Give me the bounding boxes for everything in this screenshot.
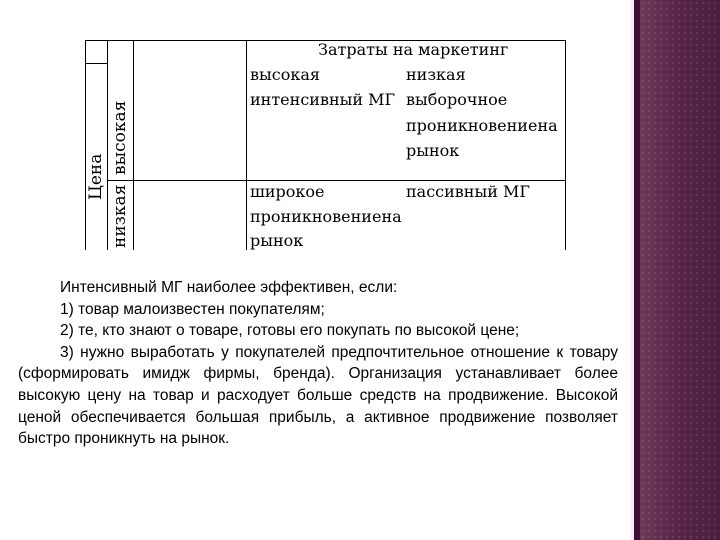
table-content-divider	[246, 40, 247, 250]
row-label-high: высокая	[110, 100, 130, 175]
column-label-high: высокая	[250, 65, 320, 84]
table-label-divider	[133, 40, 134, 250]
cell-low-high-line: проникновениена	[250, 207, 402, 226]
body-line-item-1: 1) товар малоизвестен покупателям;	[60, 300, 325, 318]
row-axis-label: Цена	[86, 153, 106, 200]
side-decorative-band	[640, 0, 720, 540]
table-axis-divider	[107, 40, 108, 250]
cell-high-high: интенсивный МГ	[250, 90, 396, 109]
cell-high-low-line: проникновениена	[406, 116, 558, 135]
cell-low-high-line: рынок	[250, 231, 304, 250]
table-mid-line	[107, 180, 565, 181]
column-label-low: низкая	[406, 65, 466, 84]
cell-high-low-line: выборочное	[406, 90, 508, 109]
table-header-label: Затраты на маркетинг	[318, 40, 509, 59]
body-paragraph-item-3: 3) нужно выработать у покупателей предпочтительное отношение к товару (сформировать имидж фирмы, бренда). Организация устанавливает более высокую цену на товар и расходует больше средств на продвижение. Высокой ценой обеспечивается большая прибыль, а активное продвижение позволяет быстро проникнуть на рынок.	[18, 343, 618, 448]
table-subheader-line	[85, 63, 107, 64]
cell-low-low: пассивный МГ	[406, 182, 530, 201]
body-line-item-2: 2) те, кто знают о товаре, готовы его покупать по высокой цене;	[60, 322, 520, 340]
table-left-border	[85, 40, 86, 250]
body-line-intro: Интенсивный МГ наиболее эффективен, если:	[60, 279, 398, 296]
body-text	[18, 277, 618, 450]
row-label-low: низкая	[110, 184, 130, 248]
cell-high-low-line: рынок	[406, 141, 460, 160]
cell-low-high-line: широкое	[250, 182, 325, 201]
table-right-border	[565, 40, 566, 250]
